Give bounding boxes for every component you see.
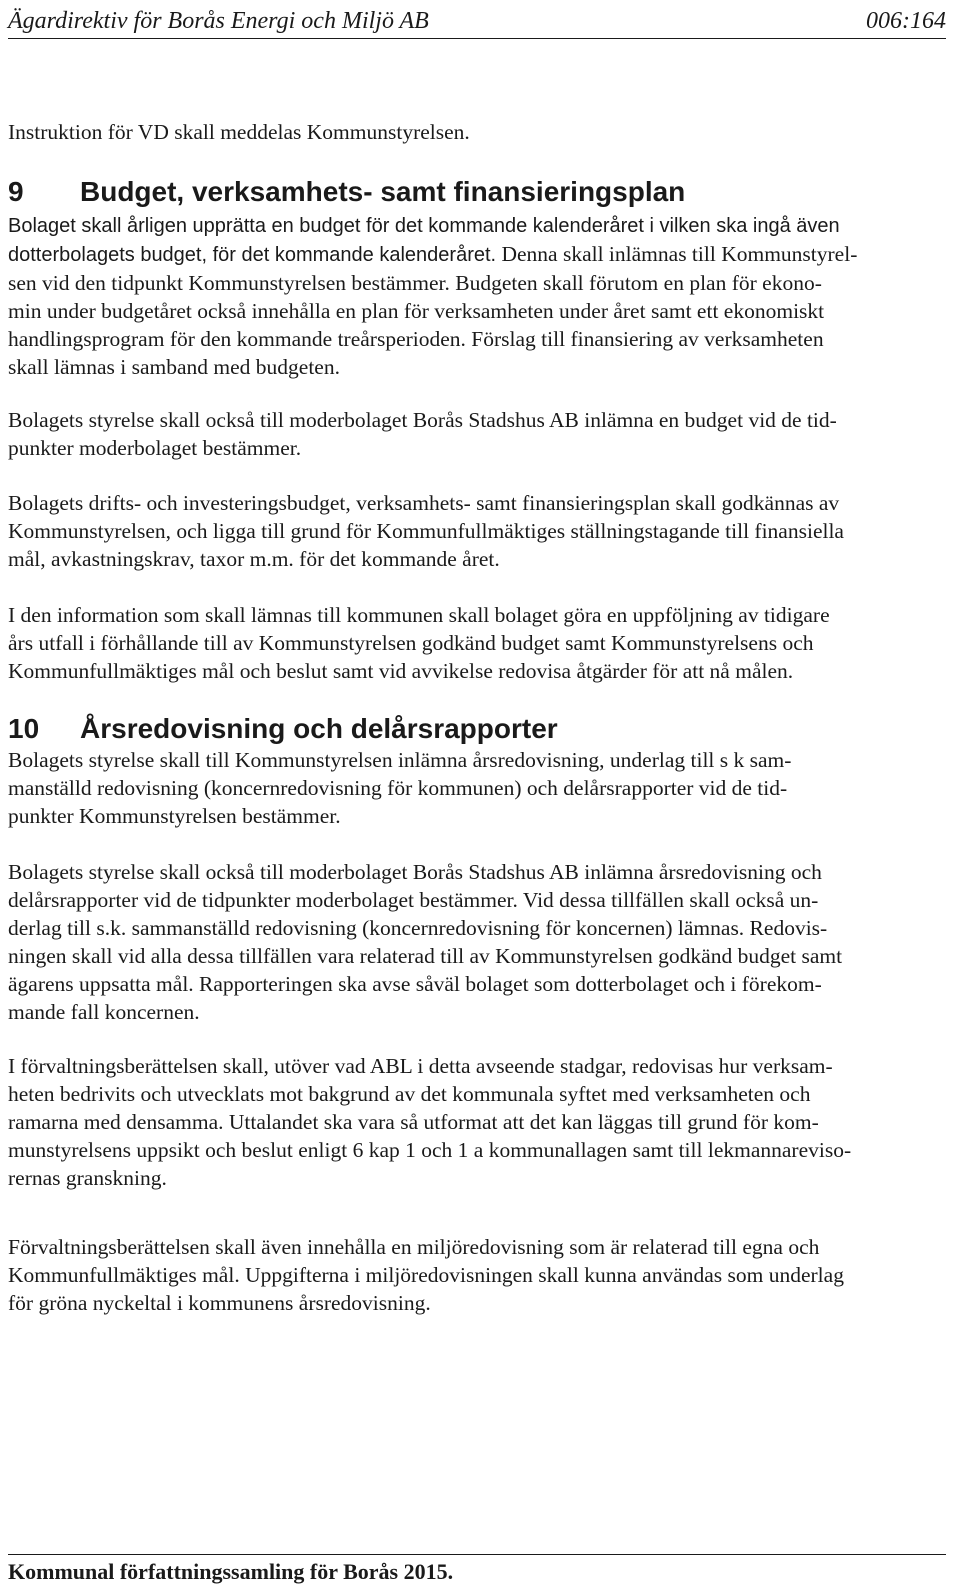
page-footer	[8, 1554, 946, 1589]
section-9-paragraph-3: Bolagets drifts- och investeringsbudget, verksamhets- samt finansieringsplan skall godkännas av Kommunstyrelsen, och ligga till grund för Kommunfullmäktiges ställningstagande till finansiella mål, avkastningskrav, taxor m.m. för det kommande året.	[8, 491, 844, 571]
section-9-paragraph-1-serif: Denna skall inlämnas till Kommunstyrel- sen vid den tidpunkt Kommunstyrelsen bestämmer. Budgeten skall förutom en plan för ekono- min under budgetåret också innehålla en plan för verksamheten under året samt ett ekonomiskt handlingsprogram för den kommande treårsperioden. Förslag till finansiering av verksamheten skall lämnas i samband med budgeten.	[8, 242, 858, 379]
section-10-paragraph-1: Bolagets styrelse skall till Kommunstyrelsen inlämna årsredovisning, underlag till s k sam- manställd redovisning (koncernredovisning för kommunen) och delårsrapporter vid de tid- punkter Kommunstyrelsen bestämmer.	[8, 748, 792, 828]
header-page-number: 006:164	[866, 8, 946, 34]
section-9-title: Budget, verksamhets- samt finansieringsplan	[80, 176, 686, 207]
section-10-paragraph-2: Bolagets styrelse skall också till moderbolaget Borås Stadshus AB inlämna årsredovisning och delårsrapporter vid de tidpunkter moderbolaget bestämmer. Vid dessa tillfällen skall också un- derlag till s.k. sammanställd redovisning (koncernredovisning för koncernen) lämnas. Redovis- ningen skall vid alla dessa tillfällen vara relaterad till av Kommunstyrelsen godkänd budget samt ägarens uppsatta mål. Rapporteringen ska avse såväl bolaget som dotterbolaget och i förekom- mande fall koncernen.	[8, 860, 843, 1024]
footer-text: Kommunal författningssamling för Borås 2015.	[8, 1559, 454, 1584]
page-header	[8, 4, 946, 39]
section-9-number: 9	[8, 176, 24, 207]
section-9-paragraph-1	[8, 211, 952, 381]
section-10-title: Årsredovisning och delårsrapporter	[80, 713, 558, 744]
section-9-paragraph-2: Bolagets styrelse skall också till moderbolaget Borås Stadshus AB inlämna en budget vid de tid- punkter moderbolaget bestämmer.	[8, 408, 837, 460]
section-10-heading	[8, 712, 952, 746]
intro-paragraph: Instruktion för VD skall meddelas Kommunstyrelsen.	[8, 120, 470, 144]
section-10-number: 10	[8, 713, 40, 744]
section-10-paragraph-3: I förvaltningsberättelsen skall, utöver vad ABL i detta avseende stadgar, redovisas hur verksam- heten bedrivits och utvecklats mot bakgrund av det kommunala syftet med verksamheten och ramarna med densamma. Uttalandet ska vara så utformat att det kan läggas till grund för kom- munstyrelsens uppsikt och beslut enligt 6 kap 1 och 1 a kommunallagen samt till lekmannareviso- rernas granskning.	[8, 1054, 852, 1190]
section-9-paragraph-1-sans: Bolaget skall årligen upprätta en budget för det kommande kalenderåret i vilken ska ingå även dotterbolagets budget, för det kommande kalenderåret.	[8, 215, 840, 266]
header-title: Ägardirektiv för Borås Energi och Miljö AB	[8, 8, 429, 34]
section-9-heading	[8, 175, 952, 209]
section-9-paragraph-4: I den information som skall lämnas till kommunen skall bolaget göra en uppföljning av tidigare års utfall i förhållande till av Kommunstyrelsen godkänd budget samt Kommunstyrelsens och Kommunfullmäktiges mål och beslut samt vid avvikelse redovisa åtgärder för att nå målen.	[8, 603, 830, 683]
section-10-paragraph-4: Förvaltningsberättelsen skall även innehålla en miljöredovisning som är relaterad till egna och Kommunfullmäktiges mål. Uppgifterna i miljöredovisningen skall kunna användas som underlag för gröna nyckeltal i kommunens årsredovisning.	[8, 1235, 844, 1315]
